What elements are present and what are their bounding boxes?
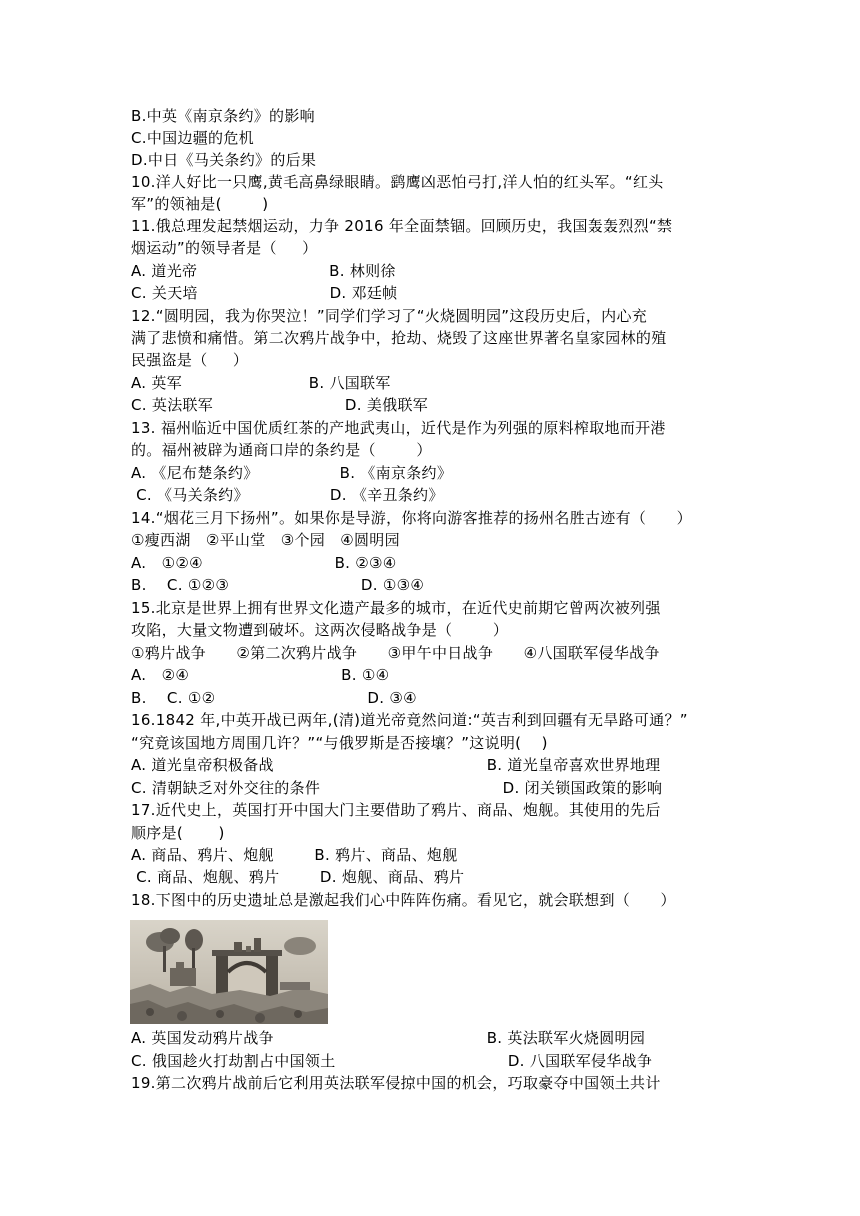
text-line: 16.1842 年,中英开战已两年,(清)道光帝竟然问道:“英吉利到回疆有无旱路可通？” [131, 711, 688, 729]
text-line: C. 关天培 D. 邓廷帧 [131, 284, 398, 302]
text-line: C.中国边疆的危机 [131, 129, 254, 147]
text-line: 民强盗是（ ） [131, 351, 249, 369]
text-line: D.中日《马关条约》的后果 [131, 151, 317, 169]
text-line: A. 道光帝 B. 林则徐 [131, 262, 396, 280]
text-line: 满了悲愤和痛惜。第二次鸦片战争中，抢劫、烧毁了这座世界著名皇家园林的殖 [131, 329, 667, 347]
text-line: 19.第二次鸦片战前后它利用英法联军侵掠中国的机会，巧取豪夺中国领土共计 [131, 1074, 661, 1092]
text-line: ①瘦西湖 ②平山堂 ③个园 ④圆明园 [131, 531, 400, 549]
text-line: B. C. ①② D. ③④ [131, 689, 417, 707]
text-line: A. 英军 B. 八国联军 [131, 374, 391, 392]
text-line: A. 商品、鸦片、炮舰 B. 鸦片、商品、炮舰 [131, 846, 458, 864]
text-line: 烟运动”的领导者是（ ） [131, 239, 318, 257]
text-line: A. 道光皇帝积极备战 B. 道光皇帝喜欢世界地理 [131, 756, 661, 774]
text-line: 军”的领袖是( ) [131, 195, 269, 213]
text-line: “究竟该国地方周围几许？”“与俄罗斯是否接壤？”这说明( ) [131, 734, 548, 752]
text-line: 11.俄总理发起禁烟运动，力争 2016 年全面禁锢。回顾历史，我国轰轰烈烈“禁 [131, 217, 673, 235]
text-line: C. 《马关条约》 D. 《辛丑条约》 [131, 486, 444, 504]
text-line: A. 《尼布楚条约》 B. 《南京条约》 [131, 464, 453, 482]
text-line: 14.“烟花三月下扬州”。如果你是导游，你将向游客推荐的扬州名胜古迹有（ ） [131, 509, 692, 527]
text-line: 15.北京是世界上拥有世界文化遗产最多的城市，在近代史前期它曾两次被列强 [131, 599, 661, 617]
text-line: 攻陷，大量文物遭到破坏。这两次侵略战争是（ ） [131, 621, 509, 639]
text-line: 10.洋人好比一只鹰,黄毛高鼻绿眼睛。鹞鹰凶恶怕弓打,洋人怕的红头军。“红头 [131, 173, 664, 191]
text-line: C. 商品、炮舰、鸦片 D. 炮舰、商品、鸦片 [131, 868, 465, 886]
text-line: 13. 福州临近中国优质红茶的产地武夷山，近代是作为列强的原料榨取地而开港 [131, 419, 666, 437]
text-line: A. ②④ B. ①④ [131, 666, 390, 684]
text-line: B. C. ①②③ D. ①③④ [131, 576, 425, 594]
text-line: C. 清朝缺乏对外交往的条件 D. 闭关锁国政策的影响 [131, 779, 663, 797]
text-line: 的。福州被辟为通商口岸的条约是（ ） [131, 441, 432, 459]
text-line: 17.近代史上，英国打开中国大门主要借助了鸦片、商品、炮舰。其使用的先后 [131, 801, 661, 819]
text-line: 12.“圆明园，我为你哭泣！”同学们学习了“火烧圆明园”这段历史后，内心充 [131, 307, 648, 325]
text-line: 18.下图中的历史遗址总是激起我们心中阵阵伤痛。看见它，就会联想到（ ） [131, 891, 676, 909]
text-line: A. 英国发动鸦片战争 B. 英法联军火烧圆明园 [131, 1029, 646, 1047]
text-line: A. ①②④ B. ②③④ [131, 554, 397, 572]
text-line: C. 俄国趁火打劫割占中国领土 D. 八国联军侵华战争 [131, 1052, 653, 1070]
text-line: ①鸦片战争 ②第二次鸦片战争 ③甲午中日战争 ④八国联军侵华战争 [131, 644, 660, 662]
yuanmingyuan-ruins-photo [130, 920, 328, 1024]
text-line: C. 英法联军 D. 美俄联军 [131, 396, 429, 414]
text-line: 顺序是( ) [131, 824, 225, 842]
text-line: B.中英《南京条约》的影响 [131, 107, 315, 125]
